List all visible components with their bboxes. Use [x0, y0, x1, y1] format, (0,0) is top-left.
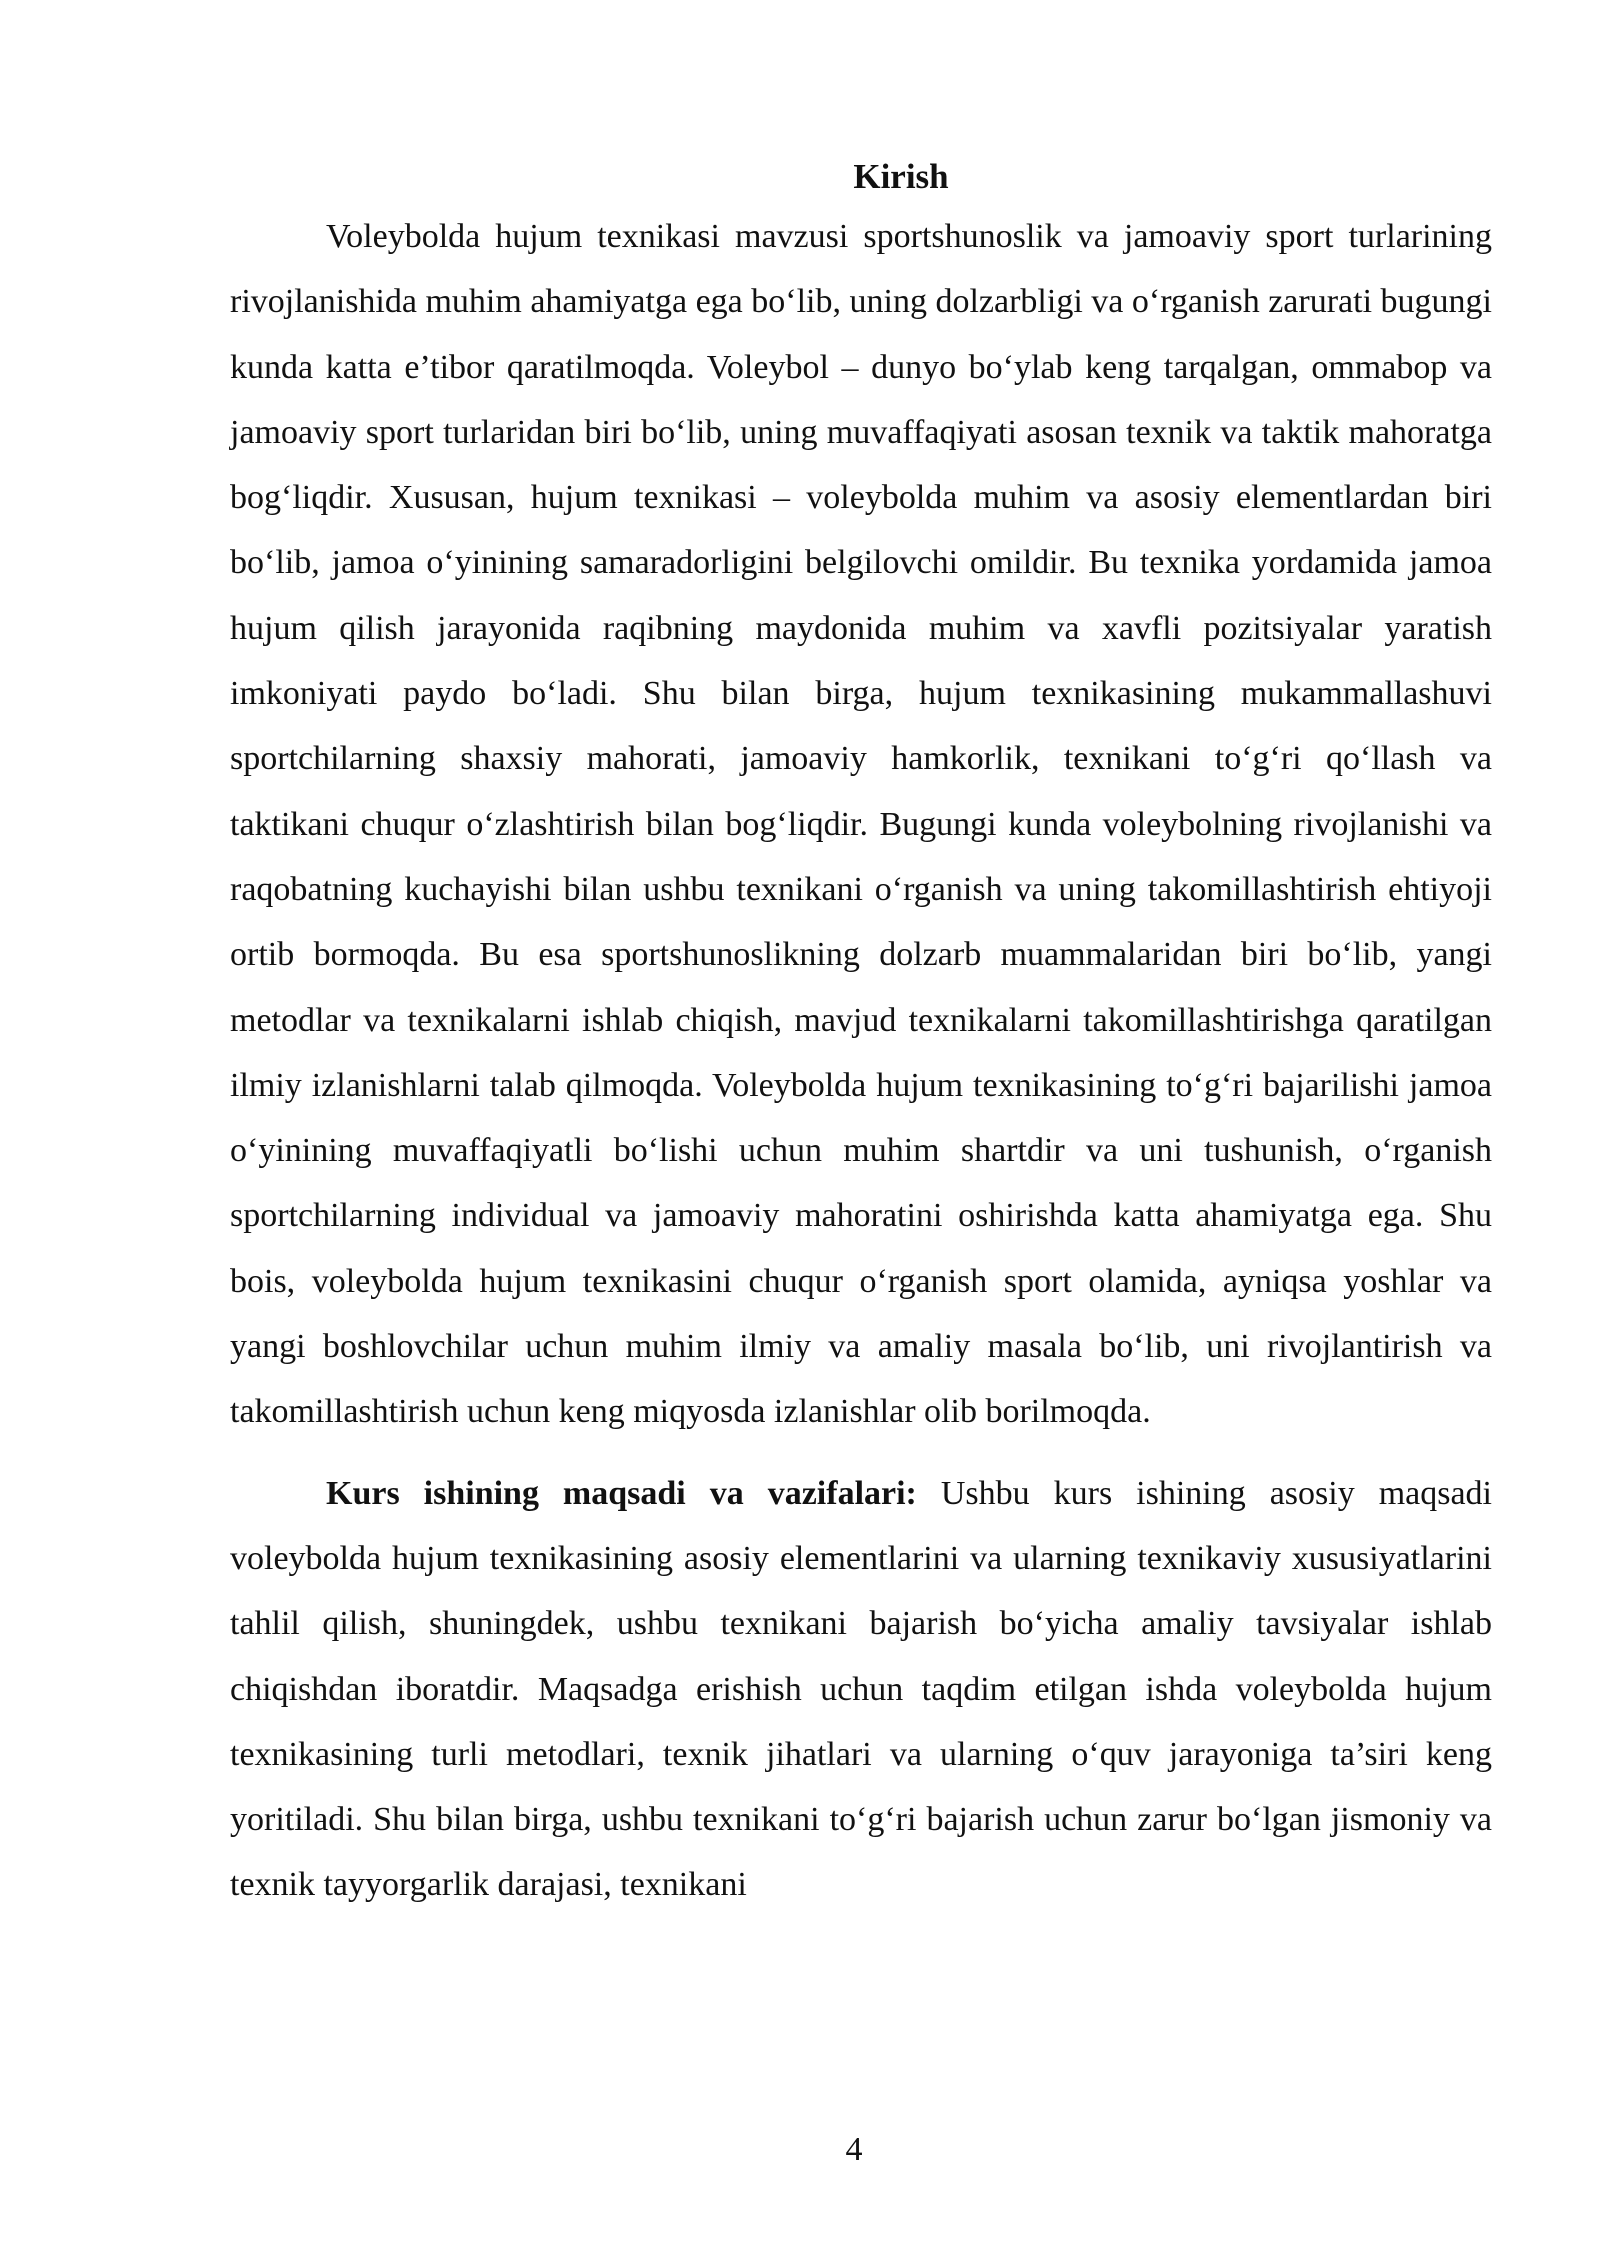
goals-paragraph [230, 1461, 1492, 1918]
goals-paragraph-text: Ushbu kurs ishining asosiy maqsadi voleybolda hujum texnikasining asosiy elementlarini va ularning texnikaviy xususiyatlarini tahlil qilish, shuningdek, ushbu texnikani bajarish bo‘yicha amaliy tavsiyalar ishlab chiqishdan iboratdir. Maqsadga erishish uchun taqdim etilgan ishda voleybolda hujum texnikasining turli metodlari, texnik jihatlari va ularning o‘quv jarayoniga ta’siri keng yoritiladi. Shu bilan birga, ushbu texnikani to‘g‘ri bajarish uchun zarur bo‘lgan jismoniy va texnik tayyorgarlik darajasi, texnikani [230, 1474, 1493, 1904]
page-number: 4 [845, 2131, 863, 2168]
section-heading: Kirish [853, 157, 949, 196]
intro-paragraph-text: Voleybolda hujum texnikasi mavzusi sportshunoslik va jamoaviy sport turlarining rivojlanishida muhim ahamiyatga ega bo‘lib, uning dolzarbligi va o‘rganish zarurati bugungi kunda katta e’tibor qaratilmoqda. Voleybol – dunyo bo‘ylab keng tarqalgan, ommabop va jamoaviy sport turlaridan biri bo‘lib, uning muvaffaqiyati asosan texnik va taktik mahoratga bog‘liqdir. Xususan, hujum texnikasi – voleybolda muhim va asosiy elementlardan biri bo‘lib, jamoa o‘yinining samaradorligini belgilovchi omildir. Bu texnika yordamida jamoa hujum qilish jarayonida raqibning maydonida muhim va xavfli pozitsiyalar yaratish imkoniyati paydo bo‘ladi. Shu bilan birga, hujum texnikasining mukammallashuvi sportchilarning shaxsiy mahorati, jamoaviy hamkorlik, texnikani to‘g‘ri qo‘llash va taktikani chuqur o‘zlashtirish bilan bog‘liqdir. Bugungi kunda voleybolning rivojlanishi va raqobatning kuchayishi bilan ushbu texnikani o‘rganish va uning takomillashtirish ehtiyoji ortib bormoqda. Bu esa sportshunoslikning dolzarb muammalaridan biri bo‘lib, yangi metodlar va texnikalarni ishlab chiqish, mavjud texnikalarni takomillashtirishga qaratilgan ilmiy izlanishlarni talab qilmoqda. Voleybolda hujum texnikasining to‘g‘ri bajarilishi jamoa o‘yinining muvaffaqiyatli bo‘lishi uchun muhim shartdir va uni tushunish, o‘rganish sportchilarning individual va jamoaviy mahoratini oshirishda katta ahamiyatga ega. Shu bois, voleybolda hujum texnikasini chuqur o‘rganish sport olamida, ayniqsa yoshlar va yangi boshlovchilar uchun muhim ilmiy va amaliy masala bo‘lib, uni rivojlantirish va takomillashtirish uchun keng miqyosda izlanishlar olib borilmoqda. [230, 218, 1492, 1431]
intro-paragraph [230, 204, 1492, 1445]
goals-paragraph-lead: Kurs ishining maqsadi va vazifalari: [326, 1474, 917, 1512]
page-content [230, 150, 1492, 1918]
